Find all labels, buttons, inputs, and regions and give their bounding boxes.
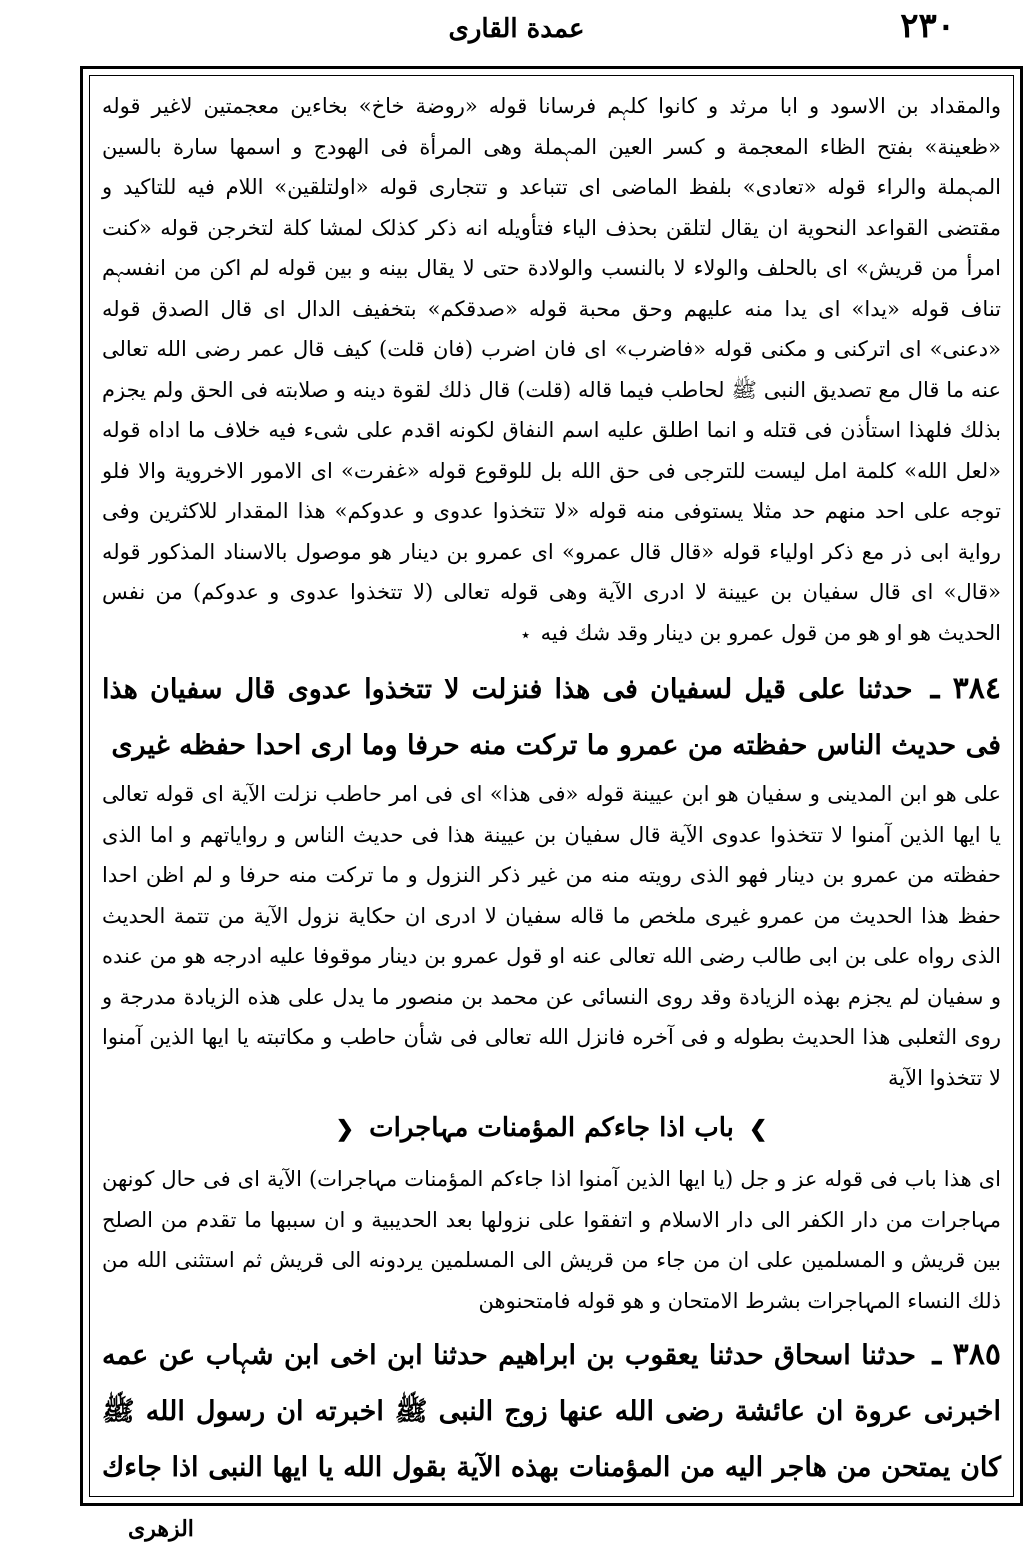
page-number: ٢٣٠ (900, 6, 955, 46)
page-header (40, 6, 993, 64)
commentary-paragraph-2: علی هو ابن المدینی و سفیان هو ابن عیینة قوله «فی هذا» ای فی امر حاطب نزلت الآیة ای قوله تعالی یا ایھا الذین آمنوا لا تتخذوا عدوی الآیة قال سفیان بن عیینة هذا فی حدیث الناس و روایاتھم و اما الذی حفظته من عمرو بن دینار فھو الذی رویته منه من غیر ذکر النزول و ما ترکت منه حرفا و لم اظن احدا حفظ هذا الحدیث من عمرو غیری ملخص ما قاله سفیان لا ادری ان حکایة نزول الآیة من تتمة الحدیث الذی رواه علی بن ابی طالب رضی الله تعالی عنه او قول عمرو بن دینار موقوفا علیه ادرجه هو من عنده و سفیان لم یجزم بھذه الزیادة وقد روی النسائی عن محمد بن منصور ما یدل علی هذه الزیادة مدرجة و روی الثعلبی هذا الحدیث بطوله و فی آخره فانزل الله تعالی فی شأن حاطب و مکاتبته یا ایھا الذین آمنوا لا تتخذوا الآیة (102, 782, 1001, 1090)
running-title: عمدة القاری (448, 14, 585, 44)
text-block (89, 75, 1014, 1497)
hadith-384 (102, 661, 1001, 774)
end-mark: ٭ (521, 624, 530, 644)
hadith-385 (102, 1327, 1001, 1497)
ornament-right-icon: ❯ (748, 1116, 768, 1142)
hadith-number: ٣٨٤ ـ (930, 671, 1001, 706)
page-frame (80, 66, 1023, 1506)
chapter-title: باب اذا جاءکم المؤمنات مہاجرات (369, 1113, 734, 1143)
hadith-text: حدثنا اسحاق حدثنا یعقوب بن ابراهیم حدثنا ابن اخی ابن شہاب عن عمه اخبرنی عروة ان عائشة رضی الله عنھا زوج النبی ﷺ اخبرته ان رسول الله ﷺ کان یمتحن من هاجر الیه من المؤمنات بھذه الآیة بقول الله یا ایھا النبی اذا جاءك (102, 1340, 1001, 1483)
commentary-text: والمقداد بن الاسود و ابا مرثد و کانوا کلہم فرسانا قوله «روضة خاخ» بخاءین معجمتین لاغیر قوله «ظعینة» بفتح الظاء المعجمة و کسر العین المہملة وھی المرأة فی الھودج و اسمھا سارة بالسین المہملة والراء قوله «تعادی» بلفظ الماضی ای تتباعد و تتجاری قوله «اولتلقین» اللام فیه للتاکید و مقتضی القواعد النحویة ان یقال لتلقن بحذف الیاء فتأویله انه ذکر کذلک لمشا کلة لتخرجن قوله «کنت امرأ من قریش» ای بالحلف والولاء لا بالنسب والولادة حتی لا یقال بینه و بین قوله لم اکن من انفسہم تناف قوله «یدا» ای یدا منه علیھم وحق محبة قوله «صدقکم» بتخفیف الدال ای قال الصدق قوله «دعنی» ای اترکنی و مکنی قوله «فاضرب» ای فان اضرب (فان قلت) کیف قال عمر رضی الله تعالی عنه ما قال مع تصدیق النبی ﷺ لحاطب فیما قاله (قلت) قال ذلك لقوة دینه و صلابته فی الحق ولم یجزم بذلك فلھذا استأذن فی قتله و انما اطلق علیه اسم النفاق لکونه اقدم علی شیء فیه خلاف ما اداه قوله «لعل الله» کلمة امل لیست للترجی فی حق الله بل للوقوع قوله «غفرت» ای الامور الاخرویة والا فلو توجه علی احد منھم حد مثلا یستوفی منه قوله «لا تتخذوا عدوی و عدوکم» هذا المقدار للاکثرین وفی روایة ابی ذر مع ذکر اولیاء قوله «قال قال عمرو» ای عمرو بن دینار هو موصول بالاسناد المذکور قوله «قال» ای قال سفیان بن عیینة لا ادری الآیة وهی قوله تعالی (لا تتخذوا عدوی و عدوکم) من نفس الحدیث هو او هو من قول عمرو بن دینار وقد شك فیه (102, 94, 1001, 645)
chapter-heading (102, 1102, 1001, 1155)
ornament-left-icon: ❮ (335, 1116, 355, 1142)
commentary-paragraph-1 (102, 86, 1001, 655)
commentary-paragraph-3: ای هذا باب فی قوله عز و جل (یا ایھا الذین آمنوا اذا جاءکم المؤمنات مہاجرات) الآیة ای فی حال کونھن مہاجرات من دار الکفر الی دار الاسلام و اتفقوا علی نزولھا بعد الحدیبیة و ان سببھا ما تقدم من الصلح بین قریش و المسلمین علی ان من جاء من قریش الی المسلمین یردونه الی قریش ثم استثنی الله من ذلك النساء المہاجرات بشرط الامتحان و هو قوله فامتحنوھن (102, 1167, 1001, 1313)
hadith-text: حدثنا علی قیل لسفیان فی هذا فنزلت لا تتخذوا عدوی قال سفیان هذا فی حدیث الناس حفظته من عمرو ما ترکت منه حرفا وما اری احدا حفظه غیری (102, 674, 1001, 761)
catchword: الزهری (128, 1516, 194, 1542)
hadith-number: ٣٨٥ ـ (932, 1337, 1001, 1372)
